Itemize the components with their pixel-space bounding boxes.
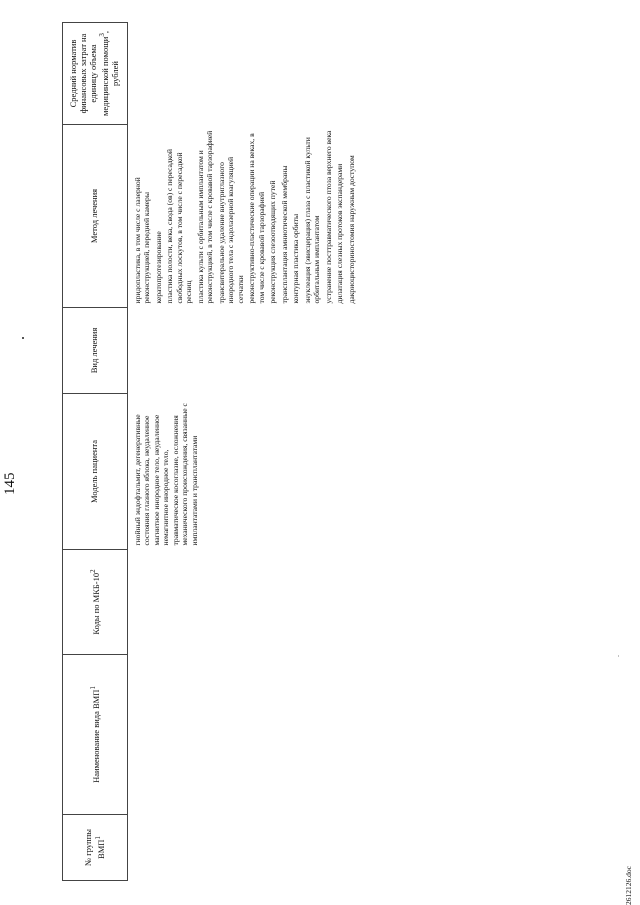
method-item: реконструктивно-пластические операции на веках, в том числе с кровавой тарзорафией: [247, 133, 266, 304]
cell-group-number: [128, 815, 364, 881]
table-header-row: [63, 23, 128, 881]
method-item: пластика культи с орбитальным имплантатом и реконструкцией, в том числе с кровавой тарзорафией: [195, 130, 215, 304]
method-item: трансвитеральное удаление внутриглазного инородного тела с эндолазерной коагуляцией сетчатки: [216, 156, 245, 304]
method-item: реконструкция слезоотводящих путей: [268, 180, 278, 304]
method-item: дакриоцисториностомия наружным доступом: [346, 155, 356, 304]
method-item: кератопротезирование: [153, 231, 163, 304]
method-item: иридопластика, в том числе с лазерной реконструкцией, передней камеры: [133, 177, 152, 304]
header-treatment-type: Вид лечения: [63, 308, 128, 394]
cell-patient-model: гнойный эндофтальмит, дегенеративные состояния глазного яблока, неудаленное магнитное инородное тело, неудаленное немагнитное инородное тело, травматическое косоглазие, осложнения механического происхождения, связанные с имплантатами и трансплантатами: [133, 403, 199, 546]
file-name: 2612126.doc: [624, 866, 633, 905]
method-item: пластика полости, века, свода (ов) с пересадкой свободных лоскутов, в том числе с пересадкой ресниц: [165, 149, 194, 304]
cell-cost-norm: [128, 23, 364, 125]
header-treatment-method: Метод лечения: [63, 125, 128, 308]
method-item: дилатация слезных протоков экспандерами: [335, 163, 345, 304]
page-mark: [22, 337, 24, 339]
method-item: трансплантация амниотической мембраны: [279, 165, 289, 304]
header-cost-norm: Средний норматив финансовых затрат на единицу объема медицинской помощи$^3$, рублей: [63, 23, 128, 125]
method-item: энуклеация (эвисцерация) глаза с пластикой культи орбитальным имплантатом: [302, 137, 322, 304]
table-row: [128, 23, 364, 881]
page-number: 145: [2, 472, 18, 495]
header-vmp-name: Наименование вида ВМП$^1$: [63, 655, 128, 815]
vmp-table: [62, 22, 363, 881]
cell-treatment-methods: [128, 125, 364, 308]
cell-icd-codes: [128, 550, 364, 655]
header-icd-codes: Коды по МКБ-$10^2$: [63, 550, 128, 655]
header-group-number: № группы ВМП$^1$: [63, 815, 128, 881]
method-item: контурная пластика орбиты: [291, 213, 301, 304]
method-item: устранение посттравматического птоза верхнего века: [323, 130, 333, 304]
cell-vmp-name: [128, 655, 364, 815]
cell-treatment-type: [128, 308, 364, 394]
header-patient-model: Модель пациента: [63, 394, 128, 550]
margin-tick: .: [612, 655, 621, 657]
